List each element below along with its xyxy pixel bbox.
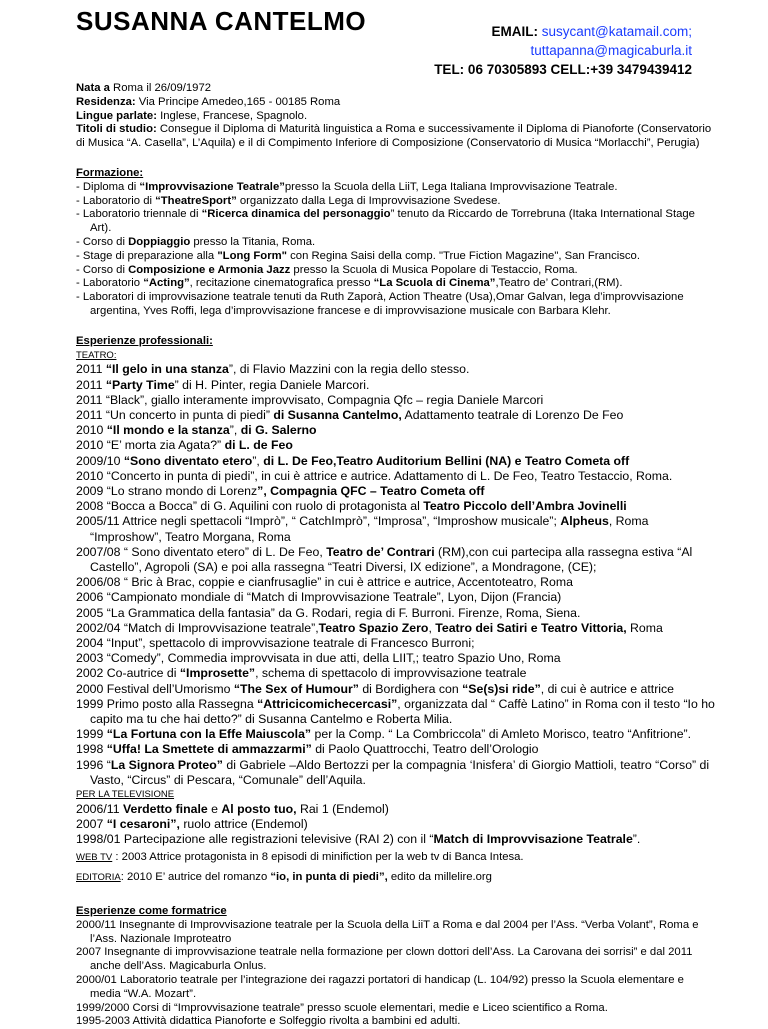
item-text: , di cui è autrice e attrice [540, 681, 675, 696]
item-text: - Stage di preparazione alla [76, 249, 218, 262]
spacer [76, 885, 716, 899]
item-text: e [207, 801, 222, 816]
teatro-item [76, 636, 716, 651]
item-bold-text: “Se(s)si ride” [462, 681, 541, 696]
formazione-item [76, 264, 716, 278]
teatro-label: TEATRO: [76, 349, 117, 361]
item-text: 2011 [76, 362, 106, 377]
editoria-text: : 2010 E’ autrice del romanzo [120, 871, 271, 884]
editoria-label: EDITORIA [76, 872, 121, 884]
item-text: , organizzata dal “ Caffè Latino” in Roma con il testo “Io ho capito ma tu che hai detto?” di Susanna Cantelmo e Roberta Milia. [90, 696, 715, 727]
item-text: 2011 “Un concerto in punta di piedi” [76, 407, 274, 422]
webtv-label: WEB TV [76, 852, 113, 864]
item-text: presso la Scuola di Musica Popolare di Testaccio, Roma. [290, 263, 578, 276]
teatro-item [76, 727, 716, 742]
webtv-value: : 2003 Attrice protagonista in 8 episodi di minifiction per la web tv di Banca Intesa. [112, 851, 524, 864]
item-bold-text: “La Scuola di Cinema” [373, 277, 496, 290]
item-text: 1999 [76, 727, 107, 742]
formatrice-heading: Esperienze come formatrice [76, 905, 227, 918]
formatrice-item [76, 919, 716, 947]
teatro-item [76, 758, 716, 788]
item-text: ”, [252, 453, 264, 468]
item-text: 2007 Insegnante di improvvisazione teatrale nella formazione per clown dottori dell’Ass. La Carovana dei sorrisi” e dal 2011 anche dell’Ass. Magicaburla Onlus. [76, 946, 693, 973]
formazione-item [76, 250, 716, 264]
tv-item [76, 802, 716, 817]
item-text: 2006 “Campionato mondiale di “Match di Improvvisazione Teatrale”, Lyon, Dijon (Francia) [76, 590, 562, 605]
item-bold-text: Teatro Spazio Zero [318, 620, 429, 635]
item-bold-text: Teatro dei Satiri e Teatro Vittoria, [435, 620, 627, 635]
residence-value: Via Principe Amedeo,165 - 00185 Roma [135, 95, 341, 108]
cv-body [76, 82, 716, 1029]
item-text: 2003 “Comedy”, Commedia improvvisata in due atti, della LIIT,; teatro Spazio Uno, Roma [76, 651, 561, 666]
item-bold-text: Teatro de’ Contrari [326, 544, 435, 559]
spacer [76, 319, 716, 329]
item-text: - Corso di [76, 235, 129, 248]
teatro-item [76, 362, 716, 377]
birth-label: Nata a [76, 82, 110, 94]
item-text: 2002 Co-autrice di [76, 666, 180, 681]
formazione-item [76, 277, 716, 291]
tv-label: PER LA TELEVISIONE [76, 789, 175, 801]
formatrice-item [76, 946, 716, 974]
tv-item [76, 817, 716, 832]
item-bold-text: “Il gelo in una stanza [105, 362, 229, 377]
item-bold-text: Alpheus [560, 514, 609, 529]
item-text: 2007 [76, 817, 107, 832]
esperienze-heading: Esperienze professionali: [76, 334, 213, 347]
item-bold-text: Verdetto finale [122, 801, 208, 816]
item-text: presso la Scuola della LiiT, Lega Italiana Improvvisazione Teatrale. [284, 180, 618, 193]
item-bold-text: “I cesaroni”, [106, 817, 180, 832]
teatro-item [76, 393, 716, 408]
item-text: 2004 “Input”, spettacolo di improvvisazione teatrale di Francesco Burroni; [76, 636, 475, 650]
cv-name: SUSANNA CANTELMO [76, 6, 367, 36]
item-text: presso la Titania, Roma. [190, 235, 316, 248]
email-link-2[interactable]: tuttapanna@magicaburla.it [530, 43, 692, 58]
teatro-item [76, 378, 716, 393]
item-text: 2000/01 Laboratorio teatrale per l’integrazione dei ragazzi portatori di handicap (L. 104/92) presso la Scuola elementare e media “W.A. Mozart”. [76, 974, 684, 1000]
webtv-line [76, 851, 716, 865]
item-text: - Corso di [76, 263, 129, 276]
teatro-item [76, 651, 716, 666]
item-text: - Laboratorio di [76, 194, 156, 207]
study-label: Titoli di studio: [76, 123, 157, 136]
teatro-item [76, 545, 716, 575]
item-text: di Paolo Quattrocchi, Teatro dell’Orologio [311, 742, 539, 757]
item-text: 2008 “Bocca a Bocca” di G. Aquilini con ruolo di protagonista al [76, 499, 424, 514]
item-text: Rai 1 (Endemol) [296, 801, 389, 816]
item-text: 2005 “La Grammatica della fantasia” da G. Rodari, regia di F. Burroni. Firenze, Roma, Siena. [76, 605, 581, 620]
editoria-title: “io, in punta di piedi”, [270, 871, 388, 884]
teatro-item [76, 666, 716, 681]
item-text: ,Teatro de’ Contrari,(RM). [495, 277, 623, 290]
formatrice-item [76, 1002, 716, 1016]
item-bold-text: Teatro Piccolo dell’Ambra Jovinelli [423, 499, 627, 514]
formatrice-item [76, 974, 716, 1002]
teatro-item [76, 606, 716, 621]
item-text: 1999/2000 Corsi di “Improvvisazione teatrale” presso scuole elementari, medie e Liceo scientifico a Roma. [76, 1001, 608, 1014]
item-bold-text: “Il mondo e la stanza [106, 423, 230, 438]
item-text: 2011 “Black”, giallo interamente improvvisato, Compagnia Qfc – regia Daniele Marcori [76, 392, 544, 407]
teatro-item [76, 408, 716, 423]
item-text: organizzato dalla Lega di Improvvisazione Svedese. [236, 194, 501, 207]
email-label: EMAIL: [491, 24, 538, 39]
languages-label: Lingue parlate: [76, 109, 157, 122]
item-text: 1999 Primo posto alla Rassegna [76, 696, 258, 711]
item-bold-text: di G. Salerno [240, 423, 317, 438]
item-text: - Diploma di [76, 180, 140, 193]
teatro-item [76, 438, 716, 453]
item-bold-text: “TheatreSport” [155, 194, 237, 207]
item-text: 1996 “ [76, 757, 111, 772]
item-text: 2000 Festival dell’Umorismo [76, 681, 234, 696]
item-bold-text: “The Sex of Humour” [233, 681, 359, 696]
item-text: ” di H. Pinter, regia Daniele Marcori. [174, 377, 370, 392]
item-bold-text: “La Fortuna con la Effe Maiuscola” [106, 727, 312, 742]
teatro-item [76, 469, 716, 484]
item-text: ” tenuto da Riccardo de Torrebruna (Itaka International Stage Art). [90, 208, 695, 235]
item-bold-text: "Long Form" [217, 249, 288, 262]
teatro-item [76, 454, 716, 469]
teatro-item [76, 742, 716, 757]
formatrice-item [76, 1015, 716, 1029]
item-text: ”, [229, 423, 241, 438]
item-text: 2000/11 Insegnante di Improvvisazione teatrale per la Scuola della LiiT a Roma e dal 2004 per l’Ass. “Verba Volant”, Roma e l’Ass. Nazionale Improteatro [76, 918, 699, 945]
phone-line: TEL: 06 70305893 CELL:+39 3479439412 [434, 62, 692, 77]
item-text: , [428, 620, 436, 635]
item-text: 1995-2003 Attività didattica Pianoforte e Solfeggio rivolta a bambini ed adulti. [76, 1015, 461, 1028]
birth-value: Roma il 26/09/1972 [109, 82, 212, 94]
item-text: , recitazione cinematografica presso [189, 277, 374, 290]
item-text: 2010 “E’ morta zia Agata?” [76, 438, 225, 453]
teatro-item [76, 682, 716, 697]
study-value: Consegue il Diploma di Maturità linguistica a Roma e successivamente il Diploma di Pianoforte (Conservatorio di Musica “A. Casella”, L’Aquila) e il di Compimento Inferiore di Composizione (Conservatorio di Musica “Morlacchi”, Perugia) [76, 123, 712, 150]
item-text: 2005/11 Attrice negli spettacoli “Imprò”, “ CatchImprò”, “Improsa”, “Improshow musicale”; [76, 514, 561, 529]
item-text: 2010 [76, 423, 107, 438]
email-link-1[interactable]: susycant@katamail.com; [541, 24, 692, 39]
item-bold-text: di L. de Feo [224, 438, 293, 453]
item-bold-text: “Party Time [105, 377, 175, 392]
item-bold-text: di L. De Feo,Teatro Auditorium Bellini (NA) e Teatro Cometa off [263, 453, 630, 468]
item-text: ”. [632, 832, 641, 847]
spacer [76, 151, 716, 161]
item-text: ”, di Flavio Mazzini con la regia dello stesso. [228, 362, 470, 377]
item-bold-text: Al posto tuo, [221, 801, 297, 816]
teatro-list [76, 362, 716, 788]
item-text: - Laboratorio triennale di [76, 208, 202, 221]
item-bold-text: “Improsette” [179, 666, 256, 681]
item-text: Adattamento teatrale di Lorenzo De Feo [401, 407, 624, 422]
languages-line [76, 110, 716, 124]
teatro-item [76, 423, 716, 438]
item-text: di Gabriele –Aldo Bertozzi per la compagnia ‘Inisfera’ di Giorgio Mattioli, teatro “Corso” di Vasto, “Circus” di Pescara, “Comunale” dell’Aquila. [90, 757, 710, 787]
birth-line [76, 82, 716, 96]
item-text: 2006/08 “ Bric à Brac, coppie e cianfrusaglie” in cui è attrice e autrice, Accentoteatro, Roma [76, 575, 573, 590]
item-text: , schema di spettacolo di improvvisazione teatrale [255, 666, 527, 681]
item-text: (RM),con cui partecipa alla rassegna estiva “Al Castello”, Agropoli (SA) e poi alla rassegna “Teatri Diversi, IX edizione”, a Mondragone, (CE); [90, 544, 693, 574]
item-text: 2009 “Lo strano mondo di Lorenz [76, 483, 258, 498]
item-text: , Roma “Improshow”, Teatro Morgana, Roma [90, 514, 649, 544]
item-text: 2010 “Concerto in punta di piedi”, in cui è attrice e autrice. Adattamento di L. De Feo, Teatro Testaccio, Roma. [76, 468, 673, 483]
item-bold-text: “Uffa! La Smettete di ammazzarmi” [106, 742, 312, 757]
item-bold-text: di Susanna Cantelmo, [273, 407, 402, 422]
teatro-item [76, 484, 716, 499]
item-text: - Laboratori di improvvisazione teatrale tenuti da Ruth Zaporà, Action Theatre (Usa),Omar Galvan, lega d’improvvisazione argentina, Yves Roffi, lega d’improvvisazione francese e di improvvisazione musicale con Barbara Klehr. [76, 291, 684, 317]
editoria-line [76, 871, 716, 885]
teatro-item [76, 575, 716, 590]
teatro-item [76, 621, 716, 636]
tv-list [76, 802, 716, 848]
formazione-heading: Formazione: [76, 166, 144, 179]
formazione-item [76, 195, 716, 209]
item-text: Roma [626, 620, 663, 635]
formatrice-list [76, 919, 716, 1029]
item-text: 1998 [76, 742, 107, 757]
item-text: 2011 [76, 377, 106, 392]
formazione-list [76, 181, 716, 319]
item-text: con Regina Saisi della comp. "True Fiction Magazine", San Francisco. [287, 249, 640, 262]
item-bold-text: La Signora Proteo” [110, 757, 223, 772]
formazione-item [76, 181, 716, 195]
item-text: ruolo attrice (Endemol) [179, 817, 308, 832]
item-text: - Laboratorio [76, 277, 144, 290]
residence-line [76, 96, 716, 110]
item-text: 2002/04 “Match di Improvvisazione teatrale”, [76, 620, 319, 635]
formazione-item [76, 236, 716, 250]
contact-block [434, 22, 692, 79]
residence-label: Residenza: [76, 95, 136, 108]
formazione-item [76, 208, 716, 236]
item-text: 2009/10 [76, 453, 124, 468]
item-bold-text: “Ricerca dinamica del personaggio [201, 208, 391, 221]
editoria-publisher: edito da millelire.org [387, 871, 492, 884]
item-bold-text: Doppiaggio [128, 235, 191, 248]
item-bold-text: “Improvvisazione Teatrale” [139, 180, 285, 193]
item-bold-text: “Sono diventato etero [123, 453, 253, 468]
study-line [76, 123, 716, 151]
item-text: 2007/08 “ Sono diventato etero” di L. De Feo, [76, 544, 327, 559]
item-text: 1998/01 Partecipazione alle registrazioni televisive (RAI 2) con il “ [76, 832, 434, 847]
formazione-item [76, 291, 716, 319]
teatro-item [76, 514, 716, 544]
item-bold-text: “Acting” [143, 277, 190, 290]
languages-value: Inglese, Francese, Spagnolo. [156, 109, 308, 122]
teatro-item [76, 590, 716, 605]
item-bold-text: ”, Compagnia QFC – Teatro Cometa off [257, 483, 485, 498]
tv-item [76, 832, 716, 847]
item-text: di Bordighera con [358, 681, 463, 696]
item-text: 2006/11 [76, 801, 123, 816]
item-bold-text: Composizione e Armonia Jazz [128, 263, 291, 276]
item-bold-text: Match di Improvvisazione Teatrale [433, 832, 633, 847]
teatro-item [76, 499, 716, 514]
item-bold-text: “Attricicomichecercasi” [257, 696, 398, 711]
teatro-item [76, 697, 716, 727]
item-text: per la Comp. “ La Combriccola” di Amleto Morisco, teatro “Anfitrione”. [311, 727, 692, 742]
